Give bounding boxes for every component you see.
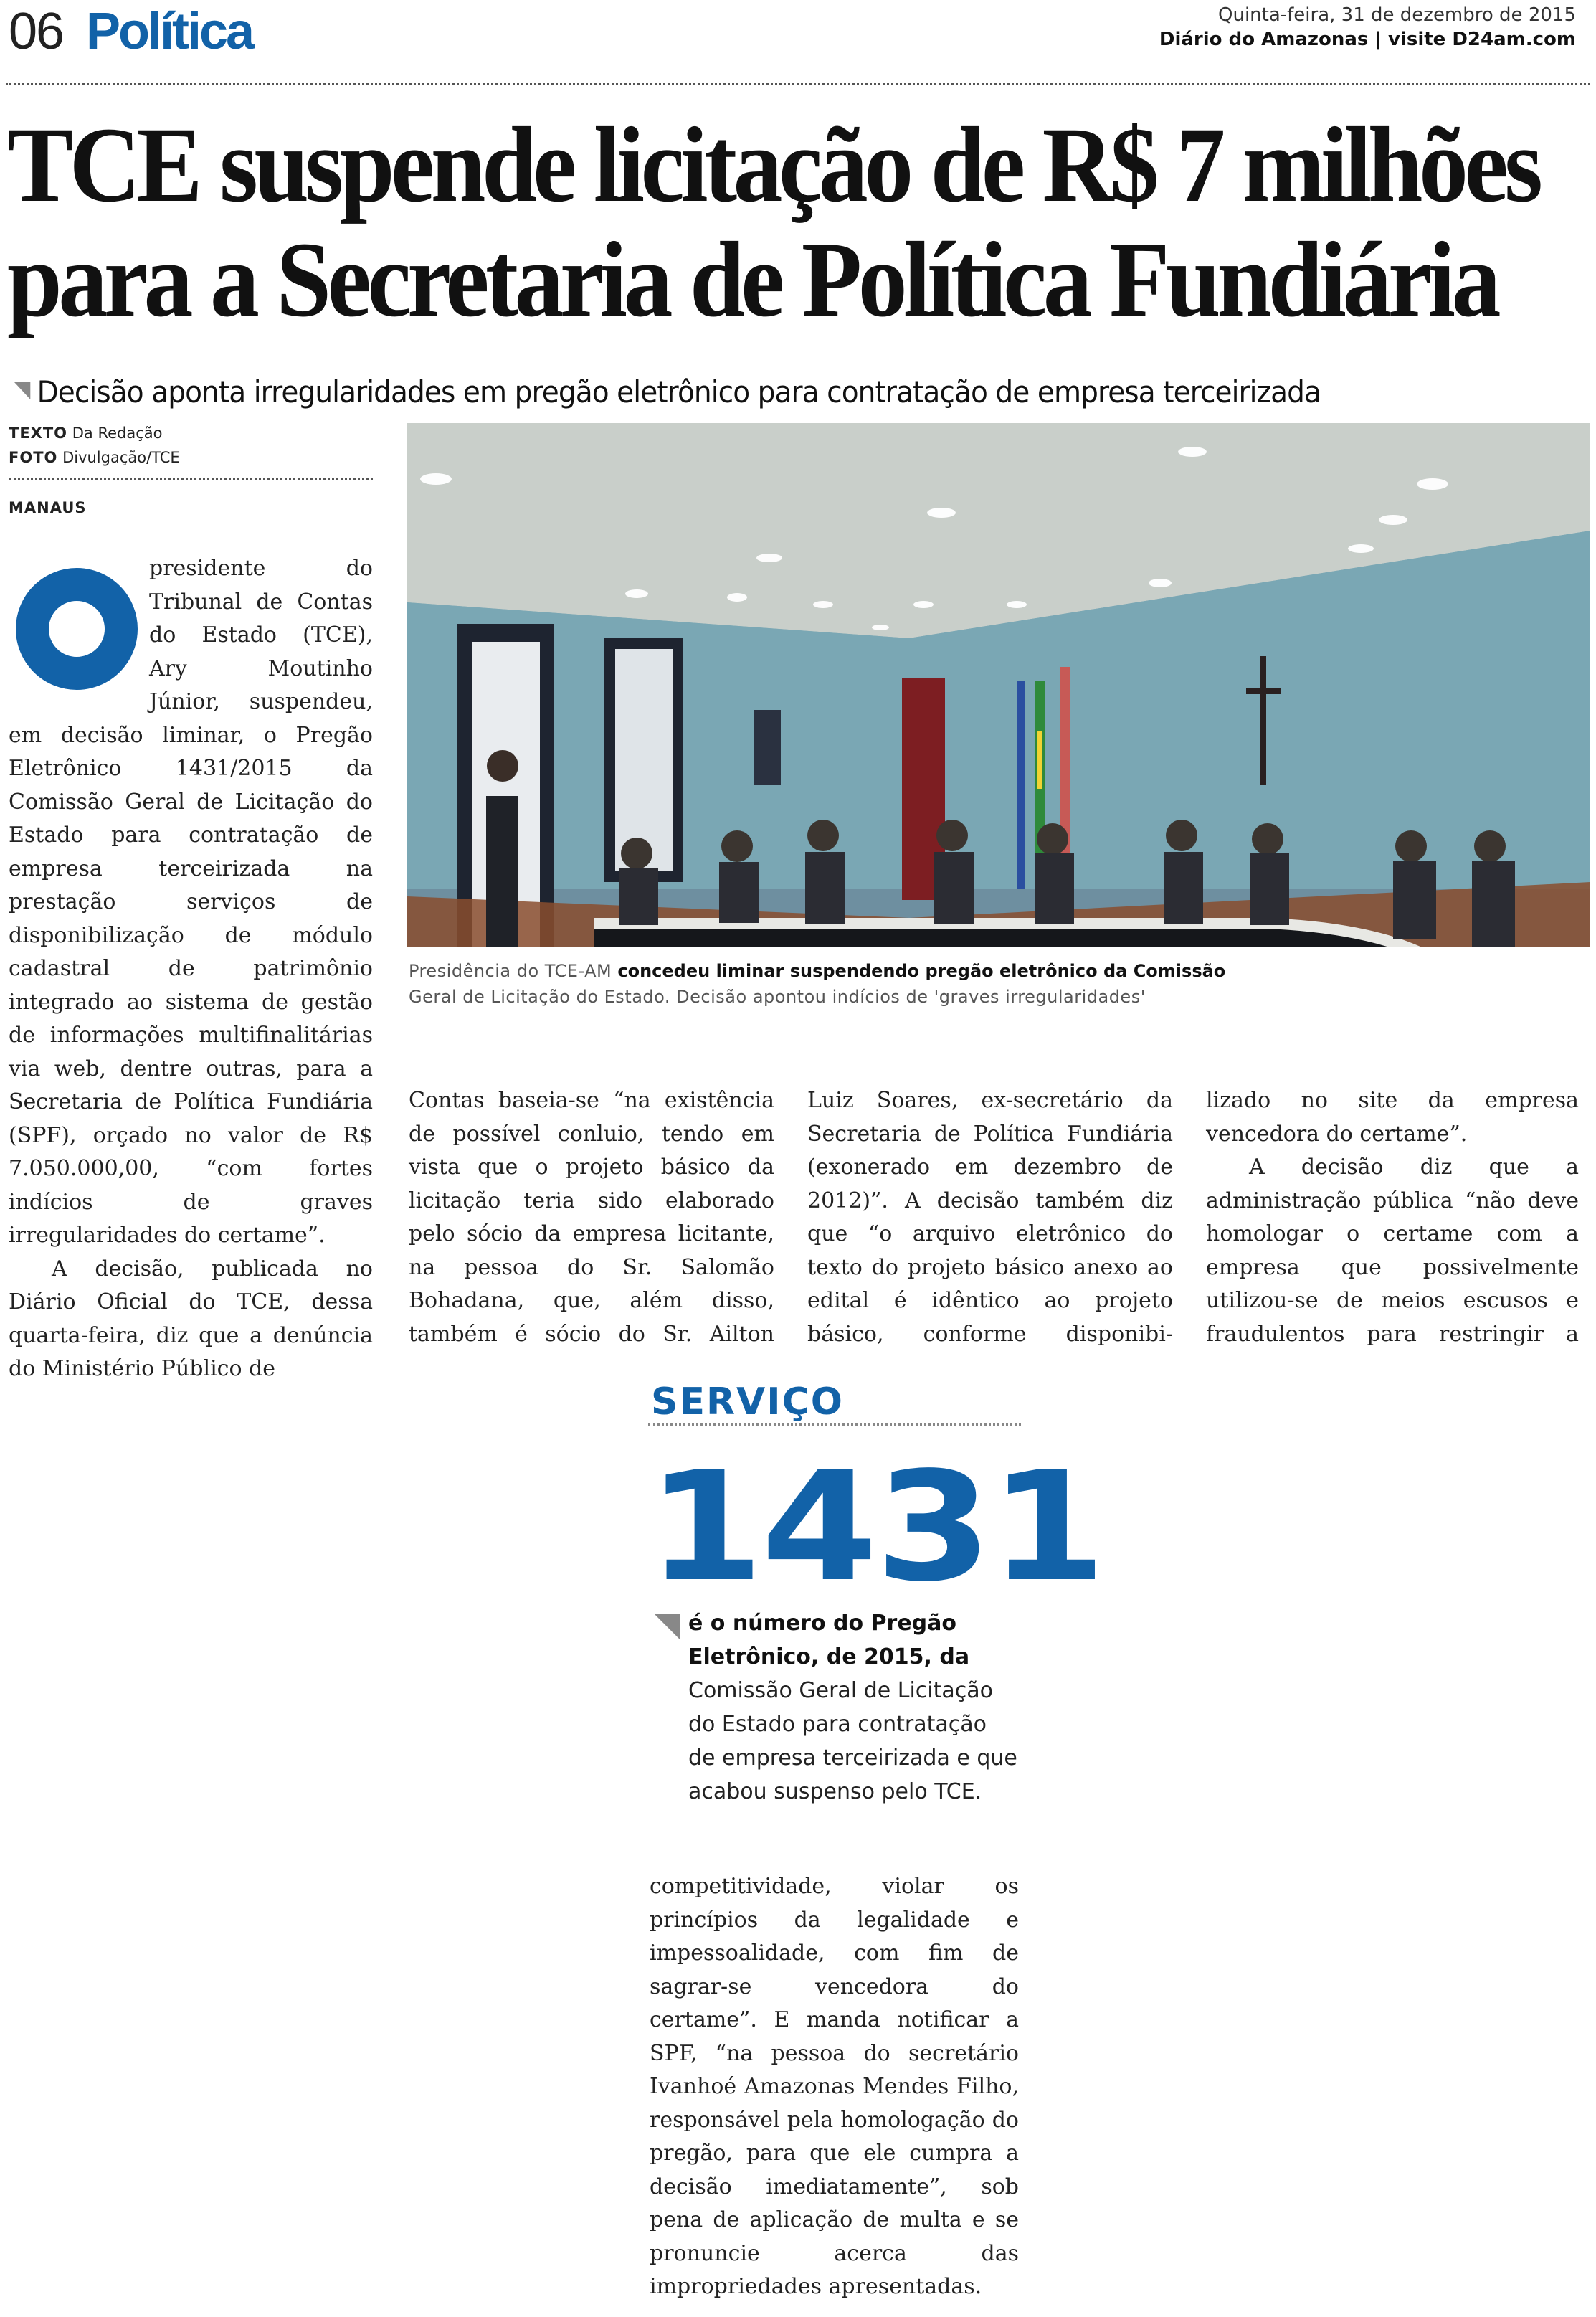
service-box-text-bold: é o número do Pregão Eletrônico, de 2015, da (688, 1611, 970, 1669)
photo-credit (9, 449, 180, 466)
article-column-5 (650, 1870, 1019, 2304)
paragraph: presidente do Tribunal de Contas do Estado (TCE), Ary Moutinho Júnior, suspendeu, em decisão liminar, o Pregão Eletrônico 1431/2015 da Comissão Geral de Licitação do Estado para contratação de empresa terceirizada na prestação serviços de disponibilização de módulo cadastral de patrimônio integrado ao sistema de gestão de informações multifinalitárias via web, dentre outras, para a Secretaria de Política Fundiária (SPF), orçado no valor de R$ 7.050.000,00, “com fortes indícios de graves irregularidades do certame”. (9, 556, 373, 1248)
photo-caption (409, 958, 1585, 1010)
photo-credit-label: FOTO (9, 449, 58, 466)
page-number: 06 (9, 3, 64, 60)
publication-date: Quinta-feira, 31 de dezembro de 2015 (1218, 4, 1576, 26)
photo-credit-value: Divulgação/TCE (62, 449, 180, 466)
paragraph: Contas baseia-se “na existência de possível conluio, tendo em vista que o projeto básico da licitação teria sido elaborado pelo sócio da empresa licitante, na pessoa do Sr. Salomão Bohadana, que, além disso, também é sócio do Sr. Ailton (409, 1088, 774, 1347)
paragraph: competitividade, violar os princípios da legalidade e impessoalidade, com fim de sagrar-se vencedora do certame”. E manda notificar a SPF, “na pessoa do secretário Ivanhoé Amazonas Mendes Filho, responsável pela homologação do pregão, para que ele cumpra a decisão imediatamente”, sob pena de aplicação de multa e se pronuncie acerca das impropriedades apresentadas. (650, 1874, 1019, 2299)
courtroom-photo (407, 423, 1590, 947)
courtroom-illustration (407, 423, 1590, 947)
subheadline (14, 374, 1321, 409)
paragraph: A decisão, publicada no Diário Oficial do TCE, dessa quarta-feira, diz que a denúncia do Ministério Público de (9, 1256, 373, 1381)
paragraph: Luiz Soares, ex-secretário da Secretaria de Política Fundiária (exonerado em dezembro de 2012)”. A decisão também diz que “o arquivo eletrônico do texto do projeto básico anexo ao edital é idêntico ao projeto básico, conforme disponibi- (807, 1088, 1173, 1347)
service-box-text-rest: Comissão Geral de Licitação do Estado para contratação de empresa terceirizada e que acabou suspenso pelo TCE. (688, 1678, 1017, 1804)
section-title: Política (86, 3, 253, 60)
credits-divider (9, 478, 373, 480)
header-divider (6, 83, 1590, 85)
service-box-text (688, 1606, 1018, 1809)
text-credit (9, 425, 162, 442)
dateline-location: MANAUS (9, 499, 87, 516)
service-box-divider (648, 1423, 1021, 1426)
caption-bold: concedeu liminar suspendendo pregão eletrônico da Comissão (617, 961, 1226, 981)
headline (7, 105, 1539, 339)
triangle-marker-icon (654, 1614, 680, 1639)
newspaper-name: Diário do Amazonas | visite D24am.com (1159, 29, 1576, 50)
article-column-2 (409, 1084, 774, 1351)
triangle-marker-icon (14, 382, 30, 399)
service-box-title: SERVIÇO (651, 1380, 844, 1423)
drop-cap (9, 559, 138, 688)
article-column-3 (807, 1084, 1173, 1351)
headline-line-1: TCE suspende licitação de R$ 7 milhões (7, 105, 1539, 224)
paragraph: lizado no site da empresa vencedora do certame”. (1206, 1088, 1579, 1147)
subheadline-text: Decisão aponta irregularidades em pregão eletrônico para contratação de empresa terceirizada (37, 374, 1321, 409)
article-column-1 (9, 552, 373, 1386)
article-column-4 (1206, 1084, 1579, 1351)
service-box-number: 1431 (647, 1439, 1103, 1615)
paragraph: A decisão diz que a administração pública “não deve homologar o certame com a empresa que possivelmente utilizou-se de meios escusos e fraudulentos para restringir a (1206, 1155, 1579, 1347)
headline-line-2: para a Secretaria de Política Fundiária (7, 220, 1498, 339)
text-credit-label: TEXTO (9, 425, 68, 442)
text-credit-value: Da Redação (72, 425, 163, 442)
caption-lead: Presidência do TCE-AM (409, 961, 612, 981)
drop-cap-o-icon (16, 568, 138, 690)
caption-rest: Geral de Licitação do Estado. Decisão apontou indícios de 'graves irregularidades' (409, 987, 1146, 1007)
